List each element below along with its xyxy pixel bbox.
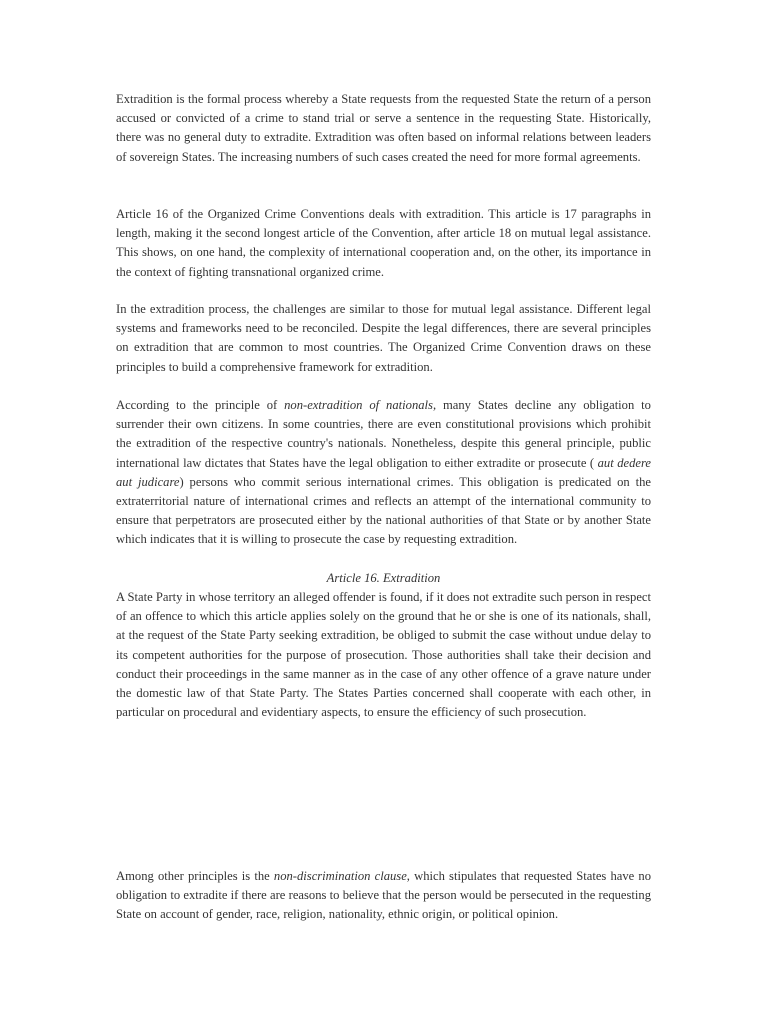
article-quote-title: Article 16. Extradition xyxy=(326,571,441,585)
italic-term-non-extradition: non-extradition of nationals, xyxy=(284,398,437,412)
italic-term-non-discrimination: non-discrimination clause xyxy=(273,869,407,883)
paragraph-article-16-overview: Article 16 of the Organized Crime Conventions deals with extradition. This article is 17 paragraphs in length, making it the second longest article of the Convention, after article 18 on mutual legal assistance. This shows, on one hand, the complexity of international cooperation and, on the other, its importance in the context of fighting transnational organized crime. xyxy=(116,207,651,279)
text-segment: ) persons who commit serious international crimes. This obligation is predicated on the extraterritorial nature of international crimes and reflects an attempt of the international community to ensure that perpetrators are prosecuted either by the national authorities of that State or by another State which indicates that it is willing to prosecute the case by requesting extradition. xyxy=(116,474,651,547)
paragraph-non-extradition-of-nationals xyxy=(116,396,651,550)
text-segment: many States decline any obligation to surrender their own citizens. In some countries, there are even constitutional provisions which prohibit the extradition of the respective country's nationals. Nonetheless, despite this general principle, public international law dictates that States have the legal obligation to either extradite or prosecute ( xyxy=(116,398,651,470)
paragraph-extradition-definition: Extradition is the formal process whereby a State requests from the requested State the return of a person accused or convicted of a crime to stand trial or serve a sentence in the requesting State. Historically, there was no general duty to extradite. Extradition was often based on informal relations between leaders of sovereign States. The increasing numbers of such cases created the need for more formal agreements. xyxy=(116,92,651,164)
text-segment: , which stipulates that requested States have no obligation to extradite if there are reasons to believe that the person would be persecuted in the requesting State on account of gender, race, religion, nationality, ethnic origin, or political opinion. xyxy=(116,869,651,922)
paragraph-non-discrimination-clause xyxy=(116,867,651,925)
text-segment: Among other principles is the xyxy=(116,869,274,883)
text-segment: According to the principle of xyxy=(116,398,285,412)
paragraph-extradition-challenges: In the extradition process, the challenges are similar to those for mutual legal assistance. Different legal systems and frameworks need to be reconciled. Despite the legal differences, there are several principles on extradition that are common to most countries. The Organized Crime Convention draws on these principles to build a comprehensive framework for extradition. xyxy=(116,302,651,374)
article-quote-body: A State Party in whose territory an alleged offender is found, if it does not extradite such person in respect of an offence to which this article applies solely on the ground that he or she is one of its nationals, shall, at the request of the State Party seeking extradition, be obliged to submit the case without undue delay to its competent authorities for the purpose of prosecution. Those authorities shall take their decision and conduct their proceedings in the same manner as in the case of any other offence of a grave nature under the domestic law of that State Party. The States Parties concerned shall cooperate with each other, in particular on procedural and evidentiary aspects, to ensure the efficiency of such prosecution. xyxy=(116,590,651,720)
italic-term-aut-dedere: aut dedere aut judicare xyxy=(116,455,651,489)
